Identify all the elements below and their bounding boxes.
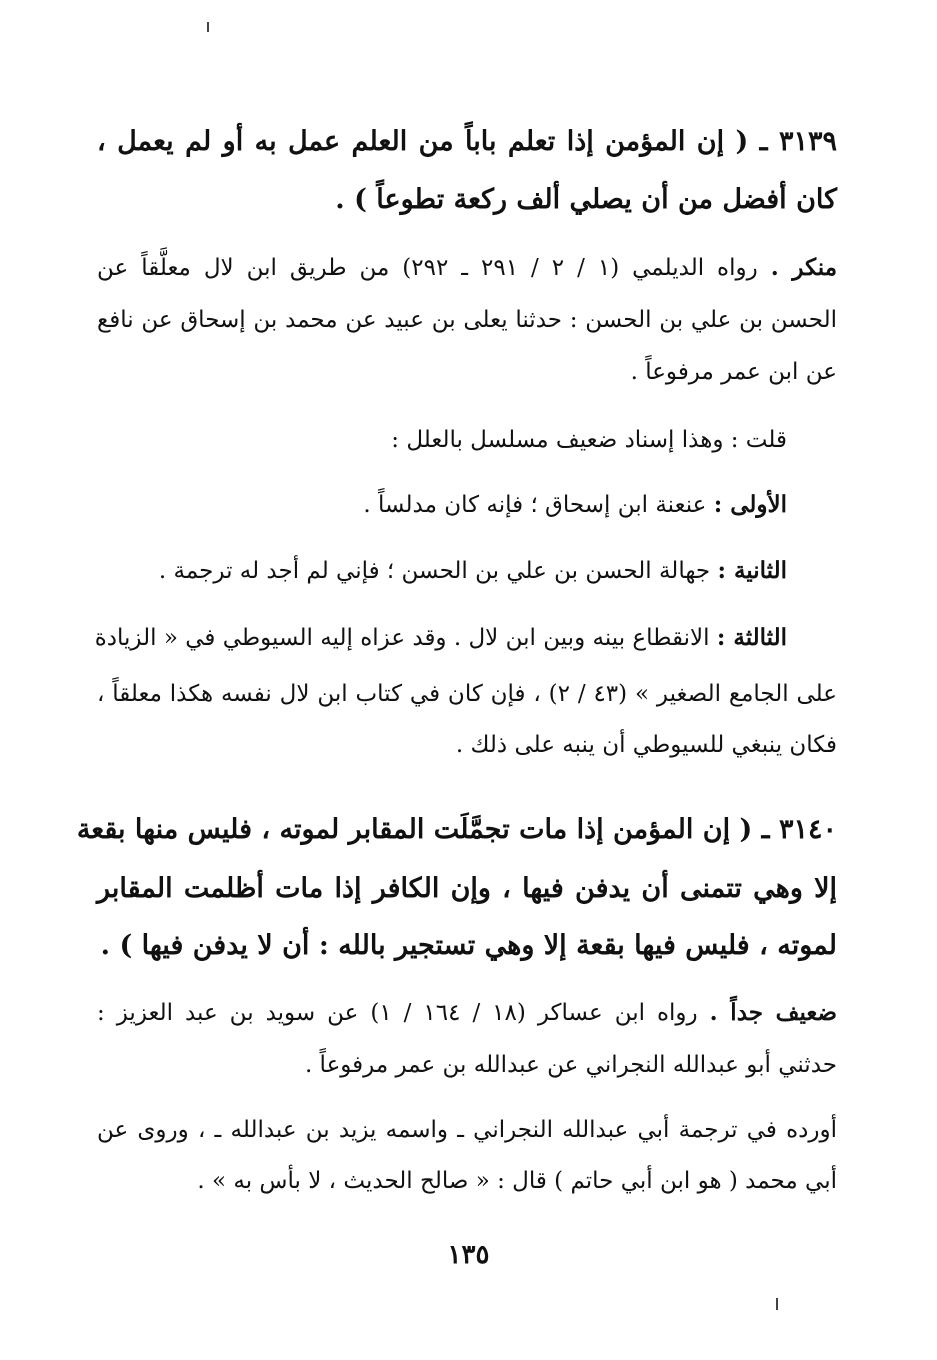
defect-third-line-2: على الجامع الصغير » (٤٣ / ٢) ، فإن كان في كتاب ابن لال نفسه هكذا معلقاً ، xyxy=(97,681,837,707)
commentary-text: رواه ابن عساكر (١٨ / ١٦٤ / ١) عن سويد بن عبد العزيز : xyxy=(97,1000,698,1026)
defect-first-text: عنعنة ابن إسحاق ؛ فإنه كان مدلساً . xyxy=(363,492,707,518)
hadith-3140-line-3: لموته ، فليس فيها بقعة إلا وهي تستجير بالله : أن لا يدفن فيها ) . xyxy=(100,930,837,961)
commentary-3140-line-2: حدثني أبو عبدالله النجراني عن عبدالله بن عمر مرفوعاً . xyxy=(304,1052,837,1078)
defect-first-label: الأولى : xyxy=(713,491,787,518)
scan-mark-top xyxy=(207,22,209,32)
defect-third-line-1 xyxy=(94,618,787,658)
hadith-3140-line-1: ٣١٤٠ ـ ( إن المؤمن إذا مات تجمَّلَت المقابر لموته ، فليس منها بقعة xyxy=(76,814,837,845)
grade-label: ضعيف جداً . xyxy=(709,999,838,1026)
commentary-3139-line-1 xyxy=(97,248,837,288)
defect-third-text: الانقطاع بينه وبين ابن لال . وقد عزاه إليه السيوطي في « الزيادة xyxy=(94,625,710,651)
commentary-3140-line-1 xyxy=(97,993,837,1033)
defect-first xyxy=(47,485,787,525)
defect-second xyxy=(47,551,787,591)
commentary-text: رواه الديلمي (١ / ٢ / ٢٩١ ـ ٢٩٢) من طريق ابن لال معلَّقاً عن xyxy=(97,255,758,281)
hadith-3139-line-2: كان أفضل من أن يصلي ألف ركعة تطوعاً ) . xyxy=(335,184,837,215)
page-number: ١٣٥ xyxy=(447,1240,490,1270)
commentary-3139-note: قلت : وهذا إسناد ضعيف مسلسل بالعلل : xyxy=(391,427,787,453)
commentary-3140-line-3: أورده في ترجمة أبي عبدالله النجراني ـ واسمه يزيد بن عبدالله ـ ، وروى عن xyxy=(97,1117,837,1143)
commentary-3140-line-4: أبي محمد ( هو ابن أبي حاتم ) قال : « صالح الحديث ، لا بأس به » . xyxy=(197,1168,837,1194)
grade-label: منكر . xyxy=(770,254,838,281)
commentary-3139-line-3: عن ابن عمر مرفوعاً . xyxy=(630,359,837,385)
defect-second-label: الثانية : xyxy=(717,557,787,584)
defect-third-line-3: فكان ينبغي للسيوطي أن ينبه على ذلك . xyxy=(455,732,837,758)
defect-second-text: جهالة الحسن بن علي بن الحسن ؛ فإني لم أجد له ترجمة . xyxy=(158,558,711,584)
hadith-3140-line-2: إلا وهي تتمنى أن يدفن فيها ، وإن الكافر إذا مات أظلمت المقابر xyxy=(97,873,837,904)
defect-third-label: الثالثة : xyxy=(716,624,787,651)
commentary-3139-line-2: الحسن بن علي بن الحسن : حدثنا يعلى بن عبيد عن محمد بن إسحاق عن نافع xyxy=(97,307,837,333)
scan-mark-bottom xyxy=(776,1298,778,1310)
hadith-3139-line-1: ٣١٣٩ ـ ( إن المؤمن إذا تعلم باباً من العلم عمل به أو لم يعمل ، xyxy=(97,126,837,157)
